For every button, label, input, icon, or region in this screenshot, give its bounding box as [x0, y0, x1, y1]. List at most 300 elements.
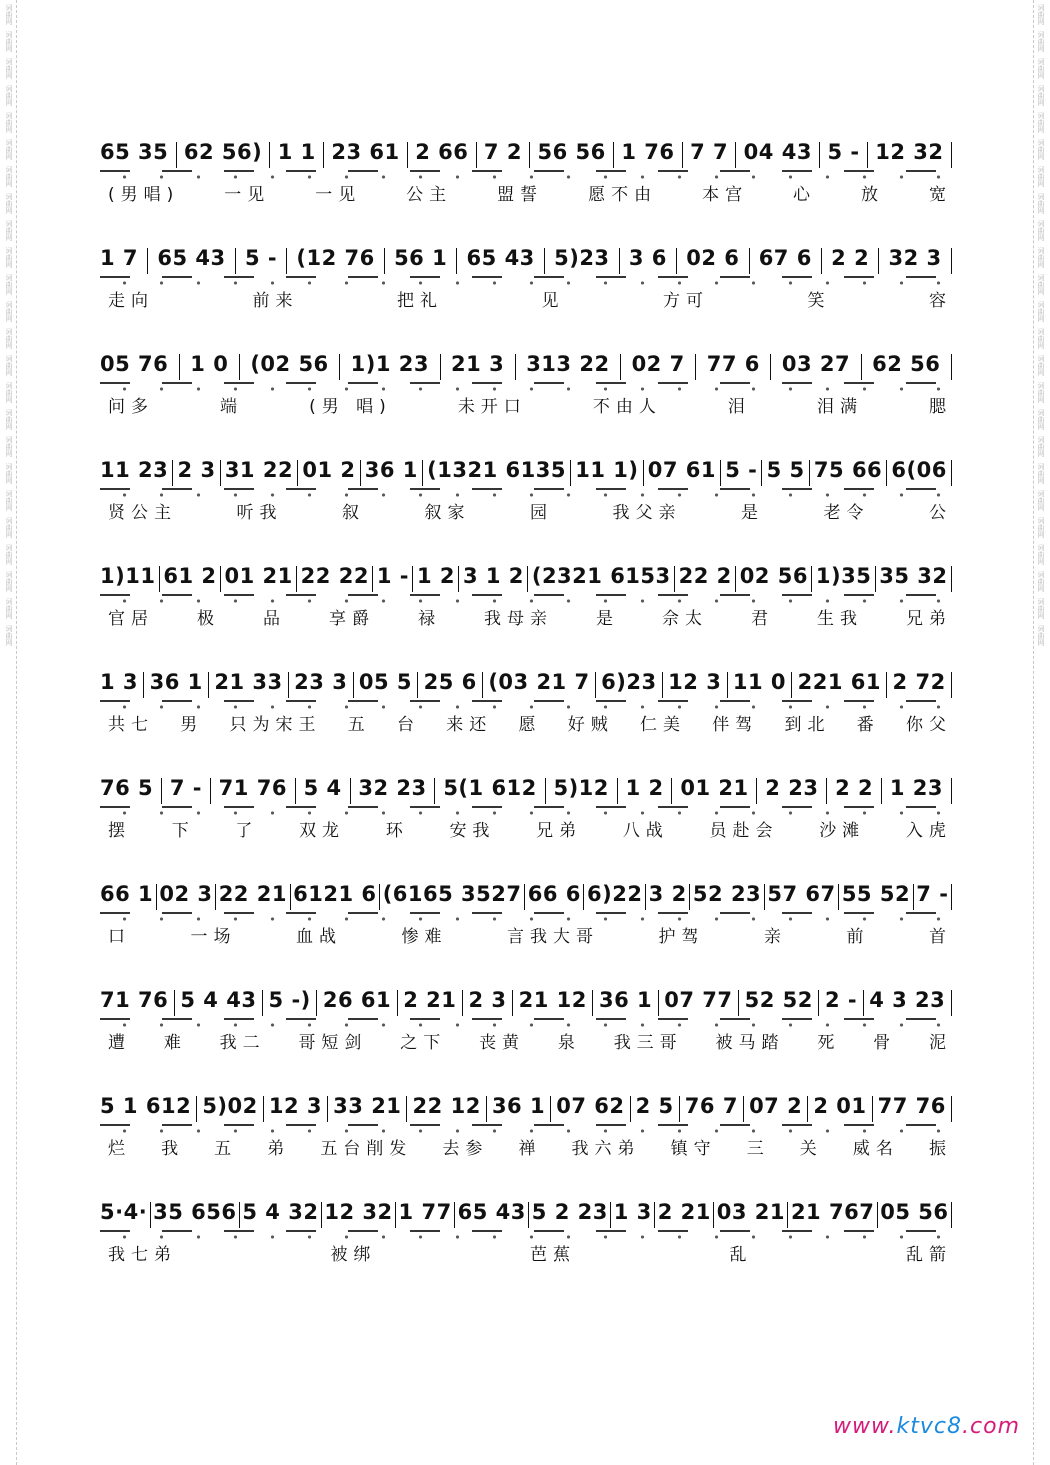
bar-line	[550, 1096, 551, 1122]
lyric-text: 贤公主	[108, 503, 177, 523]
side-mark-text: 词曲网	[5, 463, 13, 484]
measure: 1 7	[100, 246, 139, 270]
measure: 07 62	[556, 1094, 625, 1118]
lyric-text: 享爵	[329, 609, 375, 629]
bar-line	[545, 778, 546, 804]
side-mark-text: 词曲网	[1037, 274, 1045, 295]
measure: 55 52	[841, 882, 911, 906]
side-mark-text: 词曲网	[5, 490, 13, 511]
bar-line	[878, 248, 879, 274]
measure: 03 21	[716, 1200, 786, 1224]
measure: 71 76	[100, 988, 169, 1012]
bar-line	[174, 990, 175, 1016]
note-row	[100, 1094, 952, 1128]
lyric-text: 园	[530, 503, 553, 523]
lyric-text: 你父	[906, 715, 952, 735]
lyric-text: 泪满	[816, 397, 863, 417]
lyric-text: 丧黄	[479, 1033, 526, 1053]
lyric-text: 老令	[823, 503, 870, 523]
bar-line	[720, 460, 721, 486]
bar-line	[595, 672, 596, 698]
measure: 1 2	[416, 564, 455, 588]
lyric-text: 护驾	[658, 927, 705, 947]
side-mark-text: 词曲网	[5, 4, 13, 25]
measure: 65 35	[100, 140, 169, 164]
side-mark-text: 词曲网	[5, 355, 13, 376]
measure: 1)11	[100, 564, 156, 588]
note-row	[100, 352, 952, 386]
bar-line	[819, 142, 820, 168]
lyric-text: 本宫	[702, 185, 749, 205]
bar-line	[951, 1096, 952, 1122]
lyric-text: 愿不由	[588, 185, 658, 205]
octave-dots	[100, 387, 952, 391]
lyric-text: 一见	[224, 185, 271, 205]
score-line	[100, 352, 952, 452]
lyric-text: 仁美	[640, 715, 686, 735]
score-line	[100, 246, 952, 346]
lyric-text: 环	[385, 821, 409, 841]
lyric-text: 振	[928, 1139, 952, 1159]
bar-line	[951, 460, 952, 486]
side-mark-text: 词曲网	[1037, 85, 1045, 106]
measure: 77 6	[706, 352, 760, 376]
side-mark-text: 词曲网	[5, 625, 13, 646]
bar-line	[913, 884, 914, 910]
bar-line	[407, 142, 408, 168]
lyric-text: 三	[746, 1139, 770, 1159]
lyric-text: 番	[856, 715, 880, 735]
bar-line	[159, 566, 160, 592]
measure: 33 21	[333, 1094, 402, 1118]
bar-line	[220, 460, 221, 486]
bar-line	[735, 142, 736, 168]
lyric-text: 公	[929, 503, 952, 523]
bar-line	[662, 672, 663, 698]
measure: 71 76	[218, 776, 287, 800]
bar-line	[384, 248, 385, 274]
bar-line	[360, 460, 361, 486]
note-row	[100, 882, 952, 916]
side-mark-text: 词曲网	[1037, 4, 1045, 25]
measure: 7 2	[483, 140, 522, 164]
measure: 1 77	[398, 1200, 452, 1224]
bar-line	[756, 778, 757, 804]
octave-dots	[100, 811, 952, 815]
bar-line	[524, 884, 525, 910]
bar-line	[645, 884, 646, 910]
bar-line	[818, 990, 819, 1016]
bar-line	[872, 1096, 873, 1122]
side-mark-text: 词曲网	[1037, 58, 1045, 79]
lyric-text: 入虎	[905, 821, 952, 841]
bar-line	[327, 1096, 328, 1122]
bar-line	[422, 460, 423, 486]
note-row	[100, 1200, 952, 1234]
bar-line	[654, 1202, 655, 1228]
measure: 07 61	[647, 458, 716, 482]
lyric-text: 言我大哥	[507, 927, 599, 947]
lyric-text: 泥	[928, 1033, 952, 1053]
bar-line	[295, 778, 296, 804]
lyric-text: 腮	[929, 397, 952, 417]
measure: 11 1)	[575, 458, 639, 482]
bar-line	[749, 248, 750, 274]
measure: 12 3	[268, 1094, 323, 1118]
bar-line	[630, 1096, 631, 1122]
bar-line	[583, 884, 584, 910]
side-mark-text: 词曲网	[5, 247, 13, 268]
beam-underlines	[100, 806, 952, 808]
measure: 22 12	[412, 1094, 481, 1118]
lyric-text: 芭蕉	[530, 1245, 576, 1265]
bar-line	[143, 672, 144, 698]
bar-line	[951, 1202, 952, 1228]
measure: 56 1	[394, 246, 448, 270]
lyric-text: 把礼	[397, 291, 443, 311]
side-mark-text: 词曲网	[1037, 31, 1045, 52]
bar-line	[620, 354, 621, 380]
measure: 1)1 23	[350, 352, 430, 376]
left-side-watermark-strip	[2, 0, 17, 1465]
octave-dots	[100, 599, 952, 603]
side-mark-text: 词曲网	[5, 436, 13, 457]
bar-line	[761, 460, 762, 486]
measure: 65 43	[157, 246, 226, 270]
measure: 12 32	[875, 140, 944, 164]
bar-line	[951, 142, 952, 168]
note-row	[100, 670, 952, 704]
measure: 36 1	[364, 458, 418, 482]
lyric-text: 去参	[442, 1139, 489, 1159]
measure: 35 32	[879, 564, 948, 588]
side-mark-text: 词曲网	[5, 409, 13, 430]
measure: 11 0	[732, 670, 787, 694]
lyric-text: 五	[347, 715, 371, 735]
side-mark-text: 词曲网	[5, 85, 13, 106]
bar-line	[867, 142, 868, 168]
bar-line	[809, 460, 810, 486]
lyric-text: 走向	[108, 291, 154, 311]
note-row	[100, 246, 952, 280]
lyric-text: 关	[799, 1139, 823, 1159]
bar-line	[458, 566, 459, 592]
lyric-text: 难	[163, 1033, 187, 1053]
measure: 66 6	[527, 882, 581, 906]
side-mark-text: 词曲网	[1037, 625, 1045, 646]
measure: 32 3	[888, 246, 942, 270]
side-mark-text: 词曲网	[1037, 247, 1045, 268]
measure: 1)35	[815, 564, 872, 588]
side-mark-text: 词曲网	[1037, 166, 1045, 187]
measure: 2 5	[635, 1094, 674, 1118]
bar-line	[406, 1096, 407, 1122]
lyric-row	[100, 1028, 952, 1054]
measure: 1 3	[100, 670, 139, 694]
measure: 01 21	[224, 564, 293, 588]
lyric-row	[100, 180, 952, 206]
measure: 36 1	[491, 1094, 546, 1118]
bar-line	[379, 884, 380, 910]
lyric-text: 笑	[807, 291, 831, 311]
measure: 5)12	[553, 776, 609, 800]
lyric-text: 端	[220, 397, 244, 417]
side-mark-text: 词曲网	[1037, 409, 1045, 430]
bar-line	[316, 990, 317, 1016]
beam-underlines	[100, 1124, 952, 1126]
measure: 1 3	[613, 1200, 652, 1224]
measure: 3 2	[648, 882, 687, 906]
bar-line	[434, 778, 435, 804]
side-mark-text: 词曲网	[1037, 301, 1045, 322]
bar-line	[617, 778, 618, 804]
lyric-row	[100, 498, 952, 524]
measure: 3 1 2	[462, 564, 524, 588]
measure: 2 2	[835, 776, 874, 800]
bar-line	[787, 1202, 788, 1228]
lyric-text: 共七	[108, 715, 154, 735]
bar-line	[592, 990, 593, 1016]
side-mark-text: 词曲网	[1037, 220, 1045, 241]
measure: 07 2	[749, 1094, 803, 1118]
beam-underlines	[100, 170, 952, 172]
lyric-text: 被马踏	[715, 1033, 785, 1053]
bar-line	[528, 1202, 529, 1228]
bar-line	[150, 1202, 151, 1228]
bar-line	[269, 142, 270, 168]
bar-line	[682, 142, 683, 168]
beam-underlines	[100, 276, 952, 278]
bar-line	[735, 566, 736, 592]
lyric-row	[100, 816, 952, 842]
bar-line	[951, 884, 952, 910]
lyric-text: 叙家	[424, 503, 471, 523]
measure: 21 33	[214, 670, 283, 694]
note-row	[100, 988, 952, 1022]
bar-line	[353, 672, 354, 698]
bar-line	[861, 354, 862, 380]
bar-line	[951, 778, 952, 804]
measure: 5 4	[303, 776, 342, 800]
bar-line	[886, 672, 887, 698]
bar-line	[877, 1202, 878, 1228]
bar-line	[529, 142, 530, 168]
lyric-row	[100, 286, 952, 312]
bar-line	[544, 248, 545, 274]
measure: 25 6	[423, 670, 477, 694]
measure: 11 23	[100, 458, 169, 482]
lyric-text: 男	[180, 715, 204, 735]
bar-line	[875, 566, 876, 592]
measure: 65 43	[466, 246, 535, 270]
score-line	[100, 1200, 952, 1300]
lyric-text: 伴驾	[712, 715, 759, 735]
measure: (2321 6153	[531, 564, 671, 588]
bar-line	[176, 142, 177, 168]
measure: 04 43	[743, 140, 812, 164]
lyric-text: 一场	[190, 927, 237, 947]
lyric-text: 盟誓	[497, 185, 544, 205]
octave-dots	[100, 175, 952, 179]
measure: 52 52	[744, 988, 813, 1012]
bar-line	[713, 1202, 714, 1228]
lyric-text: 前	[846, 927, 870, 947]
measure: 2 23	[765, 776, 819, 800]
measure: 36 1	[149, 670, 203, 694]
bar-line	[951, 672, 952, 698]
measure: 5(1 612	[443, 776, 537, 800]
watermark-brand: ktvc8	[896, 1414, 963, 1439]
lyric-text: 我六弟	[571, 1139, 641, 1159]
measure: 31 22	[224, 458, 294, 482]
side-mark-text: 词曲网	[5, 166, 13, 187]
bar-line	[881, 778, 882, 804]
score-line	[100, 140, 952, 240]
measure: 36 1	[598, 988, 653, 1012]
lyric-row	[100, 1240, 952, 1266]
lyric-text: 我母亲	[484, 609, 553, 629]
lyric-text: 我七弟	[108, 1245, 177, 1265]
lyric-text: 台	[397, 715, 420, 735]
bar-line	[643, 460, 644, 486]
measure: 01 2	[302, 458, 356, 482]
octave-dots	[100, 1023, 952, 1027]
side-mark-text: 词曲网	[1037, 517, 1045, 538]
lyric-text: 乱	[729, 1245, 753, 1265]
octave-dots	[100, 705, 952, 709]
measure: 05 5	[358, 670, 413, 694]
lyric-text: 生我	[817, 609, 863, 629]
bar-line	[262, 990, 263, 1016]
lyric-text: 摆	[108, 821, 131, 841]
score-line	[100, 1094, 952, 1194]
bar-line	[462, 990, 463, 1016]
side-mark-text: 词曲网	[5, 544, 13, 565]
bar-line	[951, 248, 952, 274]
measure: (02 56	[250, 352, 329, 376]
bar-line	[172, 460, 173, 486]
bar-line	[263, 1096, 264, 1122]
measure: 05 56	[880, 1200, 949, 1224]
bar-line	[515, 354, 516, 380]
lyric-text: 愿	[518, 715, 542, 735]
bar-line	[235, 248, 236, 274]
lyric-text: 极	[197, 609, 220, 629]
bar-line	[951, 566, 952, 592]
lyric-text: 是	[596, 609, 619, 629]
lyric-text: 死	[817, 1033, 841, 1053]
bar-line	[454, 1202, 455, 1228]
lyric-text: 到北	[784, 715, 831, 735]
measure: 1 23	[889, 776, 944, 800]
lyric-text: 禅	[518, 1139, 542, 1159]
lyric-text: 叙	[342, 503, 365, 523]
measure: 221 61	[797, 670, 881, 694]
bar-line	[156, 884, 157, 910]
bar-line	[239, 354, 240, 380]
measure: (12 76	[296, 246, 375, 270]
measure: 5 1 612	[100, 1094, 192, 1118]
score-line	[100, 988, 952, 1088]
lyric-text: 镇守	[670, 1139, 717, 1159]
score-line	[100, 776, 952, 876]
bar-line	[395, 1202, 396, 1228]
lyric-text: 见	[541, 291, 565, 311]
measure: 07 77	[664, 988, 733, 1012]
bar-line	[674, 566, 675, 592]
bar-line	[297, 460, 298, 486]
lyric-row	[100, 604, 952, 630]
lyric-text: 我三哥	[613, 1033, 683, 1053]
measure: 1 0	[190, 352, 229, 376]
lyric-text: 宽	[928, 185, 952, 205]
measure: 66 1	[100, 882, 154, 906]
lyric-text: 五台削发	[320, 1139, 413, 1159]
side-mark-text: 词曲网	[1037, 139, 1045, 160]
bar-line	[770, 354, 771, 380]
lyric-text: 烂	[108, 1139, 131, 1159]
lyric-text: 兄弟	[536, 821, 583, 841]
lyric-text: 是	[741, 503, 764, 523]
lyric-text: 首	[929, 927, 952, 947]
lyric-text: 泪	[727, 397, 751, 417]
octave-dots	[100, 917, 952, 921]
bar-line	[220, 566, 221, 592]
lyric-text: 乱箭	[906, 1245, 952, 1265]
lyric-text: 骨	[873, 1033, 897, 1053]
measure: 2 01	[813, 1094, 867, 1118]
lyric-text: 未开口	[457, 397, 527, 417]
measure: 6)23	[601, 670, 657, 694]
measure: 76 7	[684, 1094, 738, 1118]
measure: 5)23	[554, 246, 610, 270]
side-mark-text: 词曲网	[1037, 328, 1045, 349]
measure: 2 72	[892, 670, 946, 694]
note-row	[100, 458, 952, 492]
measure: 5 -	[827, 140, 860, 164]
side-mark-text: 词曲网	[5, 31, 13, 52]
bar-line	[679, 1096, 680, 1122]
measure: 2 3	[177, 458, 216, 482]
lyric-row	[100, 922, 952, 948]
side-mark-text: 词曲网	[5, 301, 13, 322]
beam-underlines	[100, 1230, 952, 1232]
lyric-text: 血战	[296, 927, 342, 947]
measure: 01 21	[680, 776, 749, 800]
measure: 62 56	[872, 352, 941, 376]
measure: 05 76	[100, 352, 169, 376]
side-mark-text: 词曲网	[5, 382, 13, 403]
note-row	[100, 140, 952, 174]
octave-dots	[100, 1129, 952, 1133]
measure: 77 76	[877, 1094, 946, 1118]
beam-underlines	[100, 488, 952, 490]
measure: 5 2 23	[531, 1200, 608, 1224]
bar-line	[807, 1096, 808, 1122]
measure: 2 2	[831, 246, 870, 270]
bar-line	[838, 884, 839, 910]
lyric-text: 问多	[108, 397, 154, 417]
lyric-text: 我	[161, 1139, 185, 1159]
side-mark-text: 词曲网	[1037, 463, 1045, 484]
bar-line	[321, 1202, 322, 1228]
bar-line	[743, 1096, 744, 1122]
measure: 52 23	[692, 882, 762, 906]
lyric-text: 我父亲	[612, 503, 682, 523]
score-line	[100, 458, 952, 558]
score-line	[100, 564, 952, 664]
measure: 22 2	[678, 564, 732, 588]
